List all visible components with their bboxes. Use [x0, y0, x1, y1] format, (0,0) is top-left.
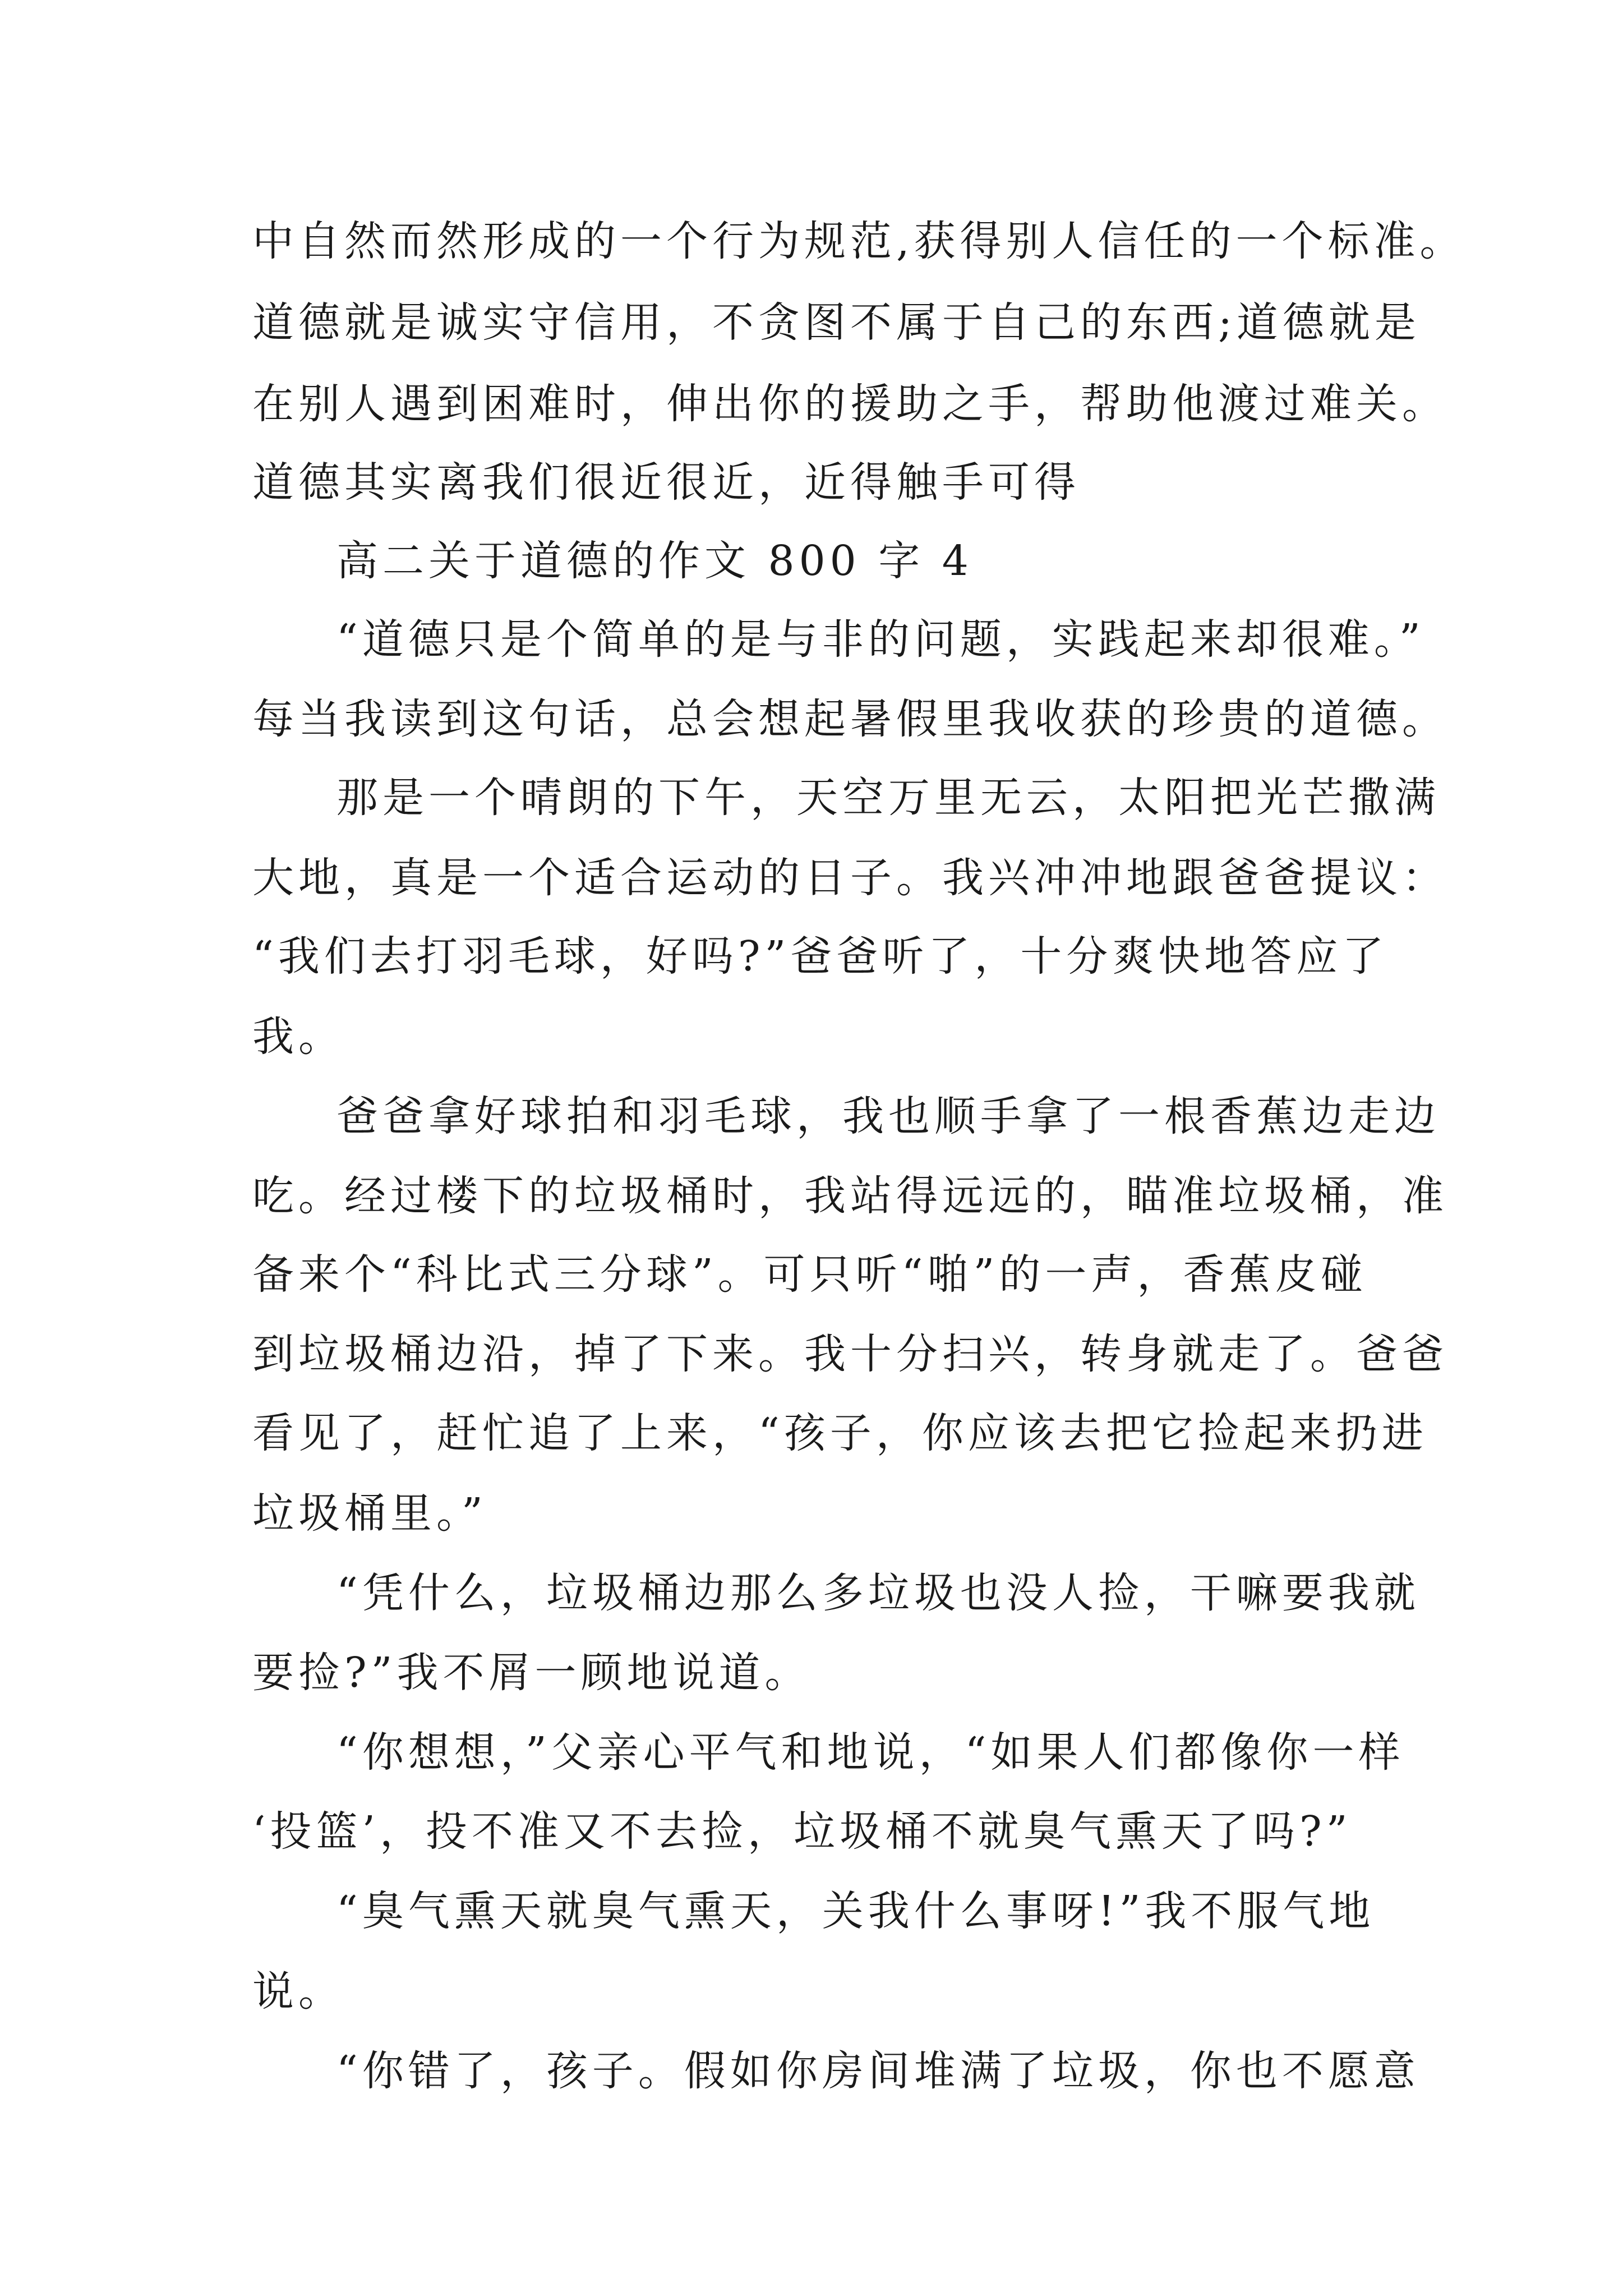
text-line: 说。	[252, 1967, 344, 2016]
text-line: “你想想，”父亲心平气和地说，“如果人们都像你一样	[336, 1728, 1405, 1777]
text-line: “臭气熏天就臭气熏天，关我什么事呀!”我不服气地	[336, 1887, 1375, 1935]
text-line: 垃圾桶里。”	[252, 1489, 487, 1538]
text-line: 我。	[252, 1013, 344, 1061]
text-line: ‘投篮’，投不准又不去捡，垃圾桶不就臭气熏天了吗?”	[252, 1807, 1352, 1856]
text-line: 要捡?”我不屑一顾地说道。	[252, 1649, 811, 1697]
text-line: “道德只是个简单的是与非的问题，实践起来却很难。”	[336, 615, 1425, 664]
text-line: 道德就是诚实守信用，不贪图不属于自己的东西;道德就是	[252, 298, 1421, 347]
text-line: 看见了，赶忙追了上来，“孩子，你应该去把它捡起来扔进	[252, 1409, 1428, 1457]
text-line: 到垃圾桶边沿，掉了下来。我十分扫兴，转身就走了。爸爸	[252, 1330, 1448, 1378]
text-line: “你错了，孩子。假如你房间堆满了垃圾，你也不愿意	[336, 2047, 1420, 2095]
text-line: 大地，真是一个适合运动的日子。我兴冲冲地跟爸爸提议：	[252, 854, 1448, 902]
text-line: 每当我读到这句话，总会想起暑假里我收获的珍贵的道德。	[252, 695, 1448, 743]
text-line: 道德其实离我们很近很近，近得触手可得	[252, 458, 1080, 507]
text-line: 那是一个晴朗的下午，天空万里无云，太阳把光芒撒满	[336, 774, 1440, 822]
text-line: 在别人遇到困难时，伸出你的援助之手，帮助他渡过难关。	[252, 380, 1448, 428]
section-heading: 高二关于道德的作文 800 字 4	[336, 537, 973, 585]
text-line: “我们去打羽毛球，好吗?”爸爸听了，十分爽快地答应了	[252, 932, 1389, 981]
text-line: 中自然而然形成的一个行为规范,获得别人信任的一个标准。	[252, 217, 1466, 265]
text-line: “凭什么，垃圾桶边那么多垃圾也没人捡，干嘛要我就	[336, 1569, 1420, 1617]
text-line: 备来个“科比式三分球”。可只听“啪”的一声，香蕉皮碰	[252, 1250, 1367, 1299]
text-line: 爸爸拿好球拍和羽毛球，我也顺手拿了一根香蕉边走边	[336, 1092, 1440, 1140]
text-line: 吃。经过楼下的垃圾桶时，我站得远远的，瞄准垃圾桶，准	[252, 1172, 1448, 1220]
